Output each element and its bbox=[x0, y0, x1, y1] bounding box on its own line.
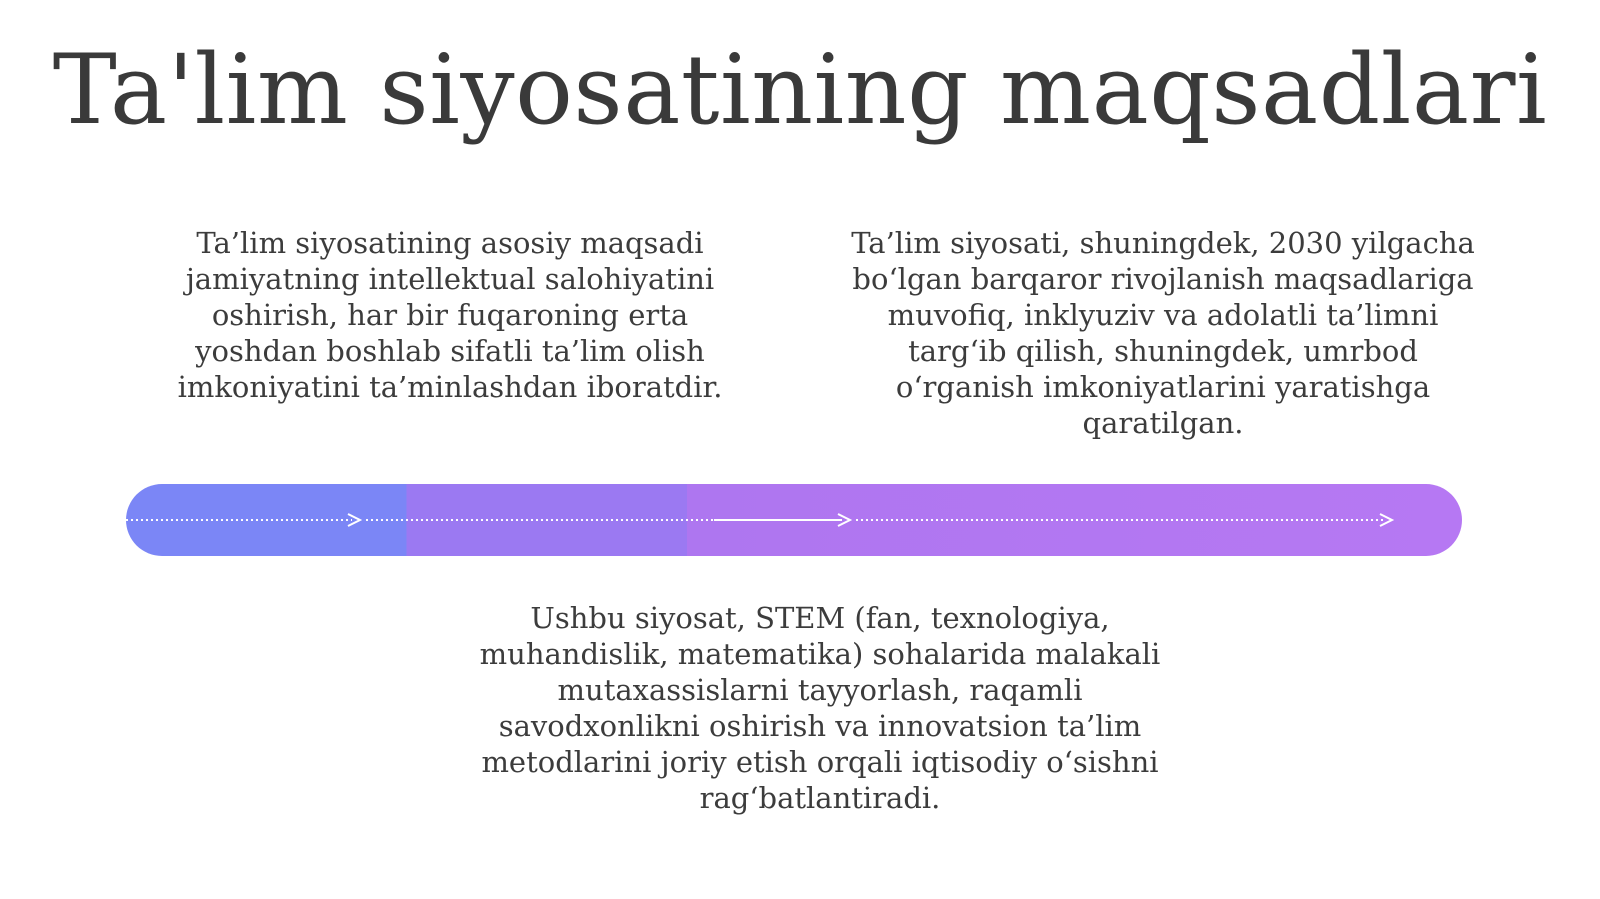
goal-paragraph-left: Ta’lim siyosatining asosiy maqsadi jamiyatning intellektual salohiyatini oshirish, har bir fuqaroning erta yoshdan boshlab sifatli ta’lim olish imkoniyatini ta’minlashdan iboratdir. bbox=[177, 226, 723, 404]
timeline-arrows bbox=[126, 484, 1462, 556]
timeline-bar bbox=[126, 484, 1462, 556]
goal-paragraph-bottom: Ushbu siyosat, STEM (fan, texnologiya, muhandislik, matematika) sohalarida malakali mutaxassislarni tayyorlash, raqamli savodxonlikni oshirish va innovatsion ta’lim metodlarini joriy etish orqali iqtisodiy o‘sishni rag‘batlantiradi. bbox=[479, 601, 1161, 815]
goal-paragraph-right: Ta’lim siyosati, shuningdek, 2030 yilgacha bo‘lgan barqaror rivojlanish maqsadlariga muvofiq, inklyuziv va adolatli ta’limni targ‘ib qilish, shuningdek, umrbod o‘rganish imkoniyatlarini yaratishga qaratilgan. bbox=[851, 226, 1475, 440]
timeline-arrow-1-icon bbox=[348, 514, 360, 526]
slide-title: Ta'lim siyosatining maqsadlari bbox=[52, 34, 1548, 146]
